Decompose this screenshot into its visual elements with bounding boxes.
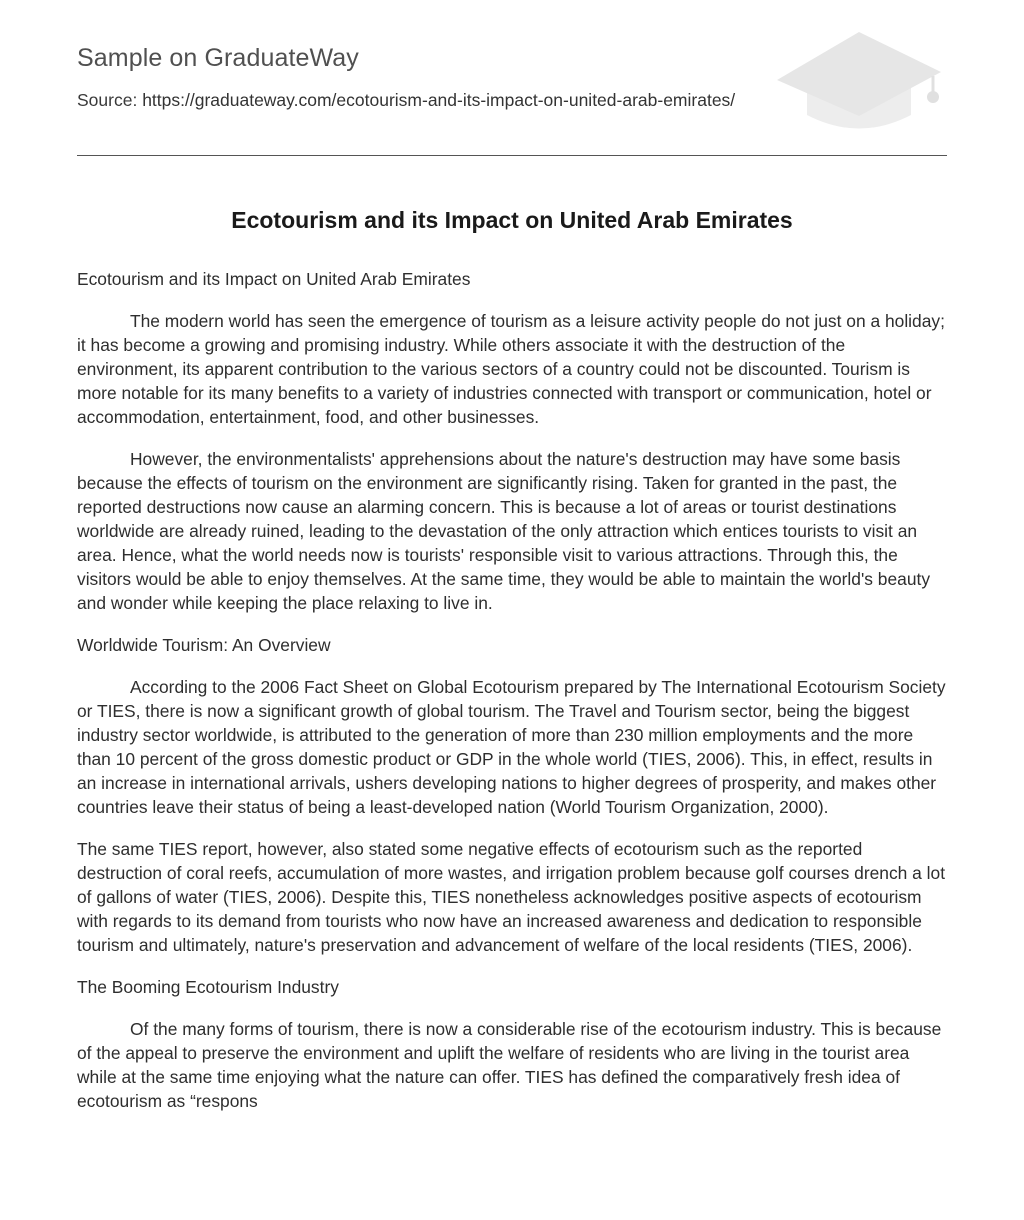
header (77, 0, 947, 156)
document-body (77, 267, 947, 1131)
source-line (77, 90, 735, 111)
section-heading: Ecotourism and its Impact on United Arab Emirates (77, 269, 471, 289)
header-divider (77, 155, 947, 156)
paragraph: However, the environmentalists' apprehensions about the nature's destruction may have some basis because the effects of tourism on the environment are significantly rising. Taken for granted in the past, the reported destructions now cause an alarming concern. This is because a lot of areas or tourist destinations worldwide are already ruined, leading to the devastation of the only attraction which entices tourists to visit an area. Hence, what the world needs now is tourists' responsible visit to various attractions. Through this, the visitors would be able to enjoy themselves. At the same time, they would be able to maintain the world's beauty and wonder while keeping the place relaxing to live in. (77, 449, 931, 613)
graduation-cap-icon (777, 30, 947, 134)
document-title: Ecotourism and its Impact on United Arab Emirates (231, 207, 793, 233)
section-heading: Worldwide Tourism: An Overview (77, 635, 331, 655)
section-heading: The Booming Ecotourism Industry (77, 977, 339, 997)
paragraph: The same TIES report, however, also stated some negative effects of ecotourism such as the reported destruction of coral reefs, accumulation of more wastes, and irrigation problem because golf courses drench a lot of gallons of water (TIES, 2006). Despite this, TIES nonetheless acknowledges positive aspects of ecotourism with regards to its demand from tourists who now have an increased awareness and dedication to responsible tourism and ultimately, nature's preservation and advancement of welfare of the local residents (TIES, 2006). (77, 839, 946, 955)
paragraph: According to the 2006 Fact Sheet on Global Ecotourism prepared by The International Ecotourism Society or TIES, there is now a significant growth of global tourism. The Travel and Tourism sector, being the biggest industry sector worldwide, is attributed to the generation of more than 230 million employments and the more than 10 percent of the gross domestic product or GDP in the whole world (TIES, 2006). This, in effect, results in an increase in international arrivals, ushers developing nations to higher degrees of prosperity, and makes other countries leave their status of being a least-developed nation (World Tourism Organization, 2000). (77, 677, 946, 817)
source-label: Source: (77, 90, 138, 110)
source-link[interactable]: https://graduateway.com/ecotourism-and-its-impact-on-united-arab-emirates/ (142, 90, 736, 110)
paragraph: Of the many forms of tourism, there is now a considerable rise of the ecotourism industry. This is because of the appeal to preserve the environment and uplift the welfare of residents who are living in the tourist area while at the same time enjoying what the nature can offer. TIES has defined the comparatively fresh idea of ecotourism as “respons (77, 1019, 942, 1111)
paragraph: The modern world has seen the emergence of tourism as a leisure activity people do not just on a holiday; it has become a growing and promising industry. While others associate it with the destruction of the environment, its apparent contribution to the various sectors of a country could not be discounted. Tourism is more notable for its many benefits to a variety of industries connected with transport or communication, hotel or accommodation, entertainment, food, and other businesses. (77, 311, 945, 427)
site-title: Sample on GraduateWay (77, 44, 359, 72)
